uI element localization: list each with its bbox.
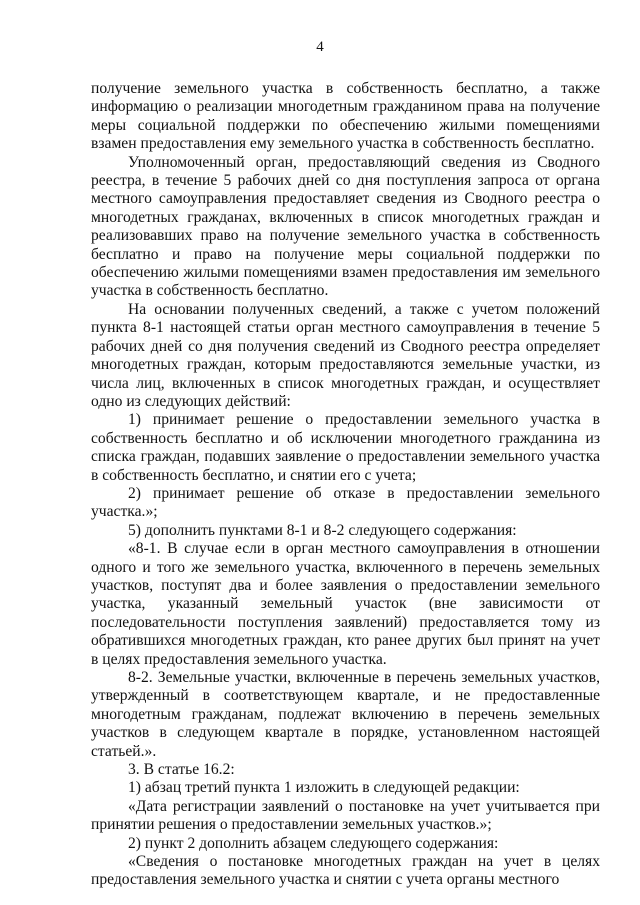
page-number: 4 [316, 39, 324, 55]
clause-8-1: «8-1. В случае если в орган местного самоуправления в отношении одного и того же земельного участка, включенного в перечень земельных участков, поступят два и более заявления о предоставлении земельного участка, указанный земельный участок (вне зависимости от последовательности поступления заявлений) предоставляется тому из обратившихся многодетных граждан, кто ранее других был принят на учет в целях предоставления земельного участка. [91, 540, 600, 668]
section-3-heading: 3. В статье 16.2: [128, 761, 235, 779]
document-body [91, 80, 600, 890]
list-item-1: 1) принимает решение о предоставлении земельного участка в собственность бесплатно и об исключении многодетного гражданина из списка граждан, подавших заявление о предоставлении земельного участка в собственность бесплатно, и снятии его с учета; [91, 411, 600, 484]
list-item-2: 2) принимает решение об отказе в предоставлении земельного участка.»; [91, 484, 600, 521]
amendment-16-2-item-2: 2) пункт 2 дополнить абзацем следующего содержания: [128, 834, 499, 852]
quoted-registration-info: «Сведения о постановке многодетных граждан на учет в целях предоставления земельного участка и снятии с учета органы местного [91, 853, 600, 889]
amendment-16-2-item-1: 1) абзац третий пункта 1 изложить в следующей редакции: [128, 779, 520, 797]
paragraph-continuation: получение земельного участка в собственность бесплатно, а также информацию о реализации многодетным гражданином права на получение меры социальной поддержки по обеспечению жилыми помещениями взамен предоставления ему земельного участка в собственность бесплатно. [91, 80, 600, 153]
quoted-registration-date: «Дата регистрации заявлений о постановке на учет учитывается при принятии решения о предоставлении земельных участков.»; [91, 797, 600, 834]
paragraph-basis: На основании полученных сведений, а также с учетом положений пункта 8-1 настоящей статьи орган местного самоуправления в течение 5 рабочих дней со дня получения сведений из Сводного реестра определяет многодетных граждан, которым предоставляются земельные участки, из числа лиц, включенных в список многодетных граждан, и осуществляет одно из следующих действий: [91, 300, 600, 410]
paragraph-authorized-body: Уполномоченный орган, предоставляющий сведения из Сводного реестра, в течение 5 рабочих дней со дня поступления запроса от органа местного самоуправления предоставляет сведения из Сводного реестра о многодетных гражданах, включенных в список многодетных граждан и реализовавших право на получение земельного участка в собственность бесплатно и право на получение меры социальной поддержки по обеспечению жилыми помещениями взамен предоставления им земельного участка в собственность бесплатно. [91, 153, 600, 300]
amendment-item-5: 5) дополнить пунктами 8-1 и 8-2 следующего содержания: [128, 521, 517, 539]
clause-8-2: 8-2. Земельные участки, включенные в перечень земельных участков, утвержденный в соответствующем квартале, и не предоставленные многодетным гражданам, подлежат включению в перечень земельных участков в следующем квартале в порядке, установленном настоящей статьей.». [91, 669, 600, 760]
